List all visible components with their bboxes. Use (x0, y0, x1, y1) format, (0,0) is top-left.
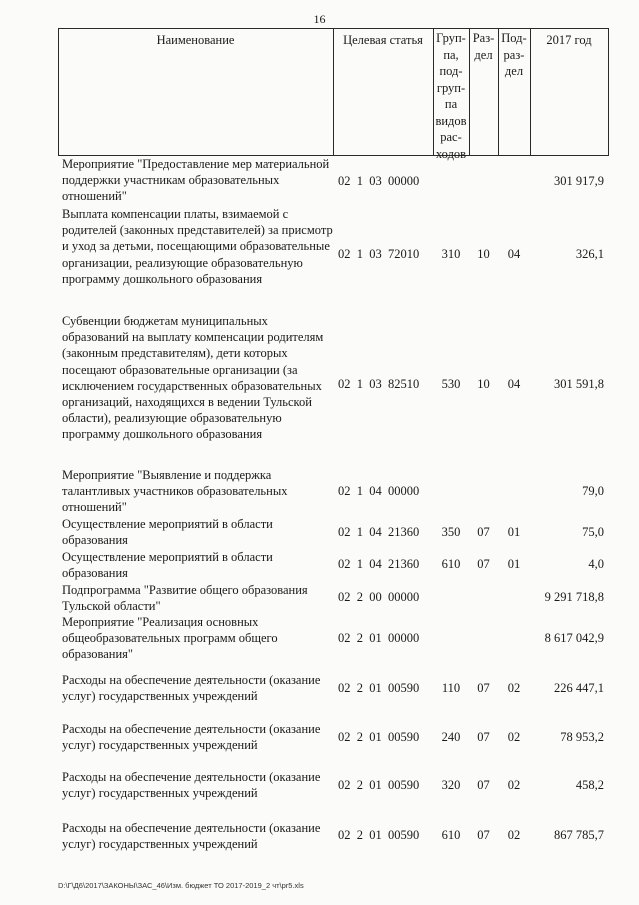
row-subsection: 04 (507, 377, 521, 391)
row-amount: 458,2 (575, 778, 604, 792)
row-target: 02 2 01 00590 (338, 778, 420, 792)
row-section: 07 (477, 778, 490, 792)
row-name: Осуществление мероприятий в области образования (62, 550, 273, 581)
row-target: 02 1 04 00000 (338, 484, 420, 498)
row-subsection: 01 (507, 557, 521, 571)
row-amount: 301 591,8 (554, 377, 604, 391)
row-amount: 8 617 042,9 (544, 631, 604, 645)
row-target: 02 1 04 21360 (338, 557, 420, 571)
row-name: Расходы на обеспечение деятельности (оказание услуг) государственных учреждений (62, 673, 321, 704)
row-section: 07 (477, 828, 490, 842)
row-name: Расходы на обеспечение деятельности (оказание услуг) государственных учреждений (62, 722, 321, 753)
row-name: Подпрограмма "Развитие общего образования Тульской области" (62, 583, 308, 614)
row-section: 07 (477, 557, 490, 571)
header-name: Наименование (156, 33, 235, 47)
row-target: 02 1 04 21360 (338, 525, 420, 539)
row-target: 02 2 01 00590 (338, 730, 420, 744)
row-name: Выплата компенсации платы, взимаемой с родителей (законных представителей) за присмотр и уход за детьми, посещающими образовательные организации, реализующие образовательную программу дошкольного образования (62, 207, 333, 286)
row-amount: 4,0 (588, 557, 604, 571)
page-number: 16 (313, 12, 326, 26)
row-amount: 9 291 718,8 (544, 590, 604, 604)
header-group: Груп- па, под- груп- па видов рас- ходов (435, 31, 467, 161)
row-amount: 78 953,2 (560, 730, 604, 744)
header-subsection: Под- раз- дел (501, 31, 527, 78)
row-name: Субвенции бюджетам муниципальных образований на выплату компенсации родителям (законным представителям), дети которых посещают образовательные организации (за исключением государственных образовательных организаций, находящихся в ведении Тульской области), реализующие образовательную программу дошкольного образования (62, 314, 324, 442)
footer-file-path: D:\Г\Д6\2017\ЗАКОНЫ\ЗАС_46\Изм. бюджет ТО 2017-2019_2 чт\pr5.xls (58, 881, 304, 890)
row-amount: 79,0 (582, 484, 604, 498)
row-target: 02 1 03 72010 (338, 247, 420, 261)
row-group: 610 (441, 828, 461, 842)
row-group: 350 (441, 525, 461, 539)
row-section: 07 (477, 525, 490, 539)
header-target: Целевая статья (343, 33, 423, 47)
row-section: 10 (477, 377, 490, 391)
row-target: 02 2 01 00000 (338, 631, 420, 645)
row-name: Расходы на обеспечение деятельности (оказание услуг) государственных учреждений (62, 770, 321, 801)
row-amount: 867 785,7 (554, 828, 604, 842)
row-target: 02 2 01 00590 (338, 828, 420, 842)
table-right-border (608, 28, 609, 155)
row-amount: 326,1 (575, 247, 604, 261)
row-name: Расходы на обеспечение деятельности (оказание услуг) государственных учреждений (62, 821, 321, 852)
row-group: 530 (441, 377, 461, 391)
row-name: Мероприятие "Реализация основных общеобразовательных программ общего образования" (62, 615, 278, 662)
row-name: Мероприятие "Выявление и поддержка талантливых участников образовательных отношений" (62, 468, 288, 515)
row-subsection: 02 (507, 730, 521, 744)
header-section: Раз- дел (472, 31, 495, 62)
row-group: 610 (441, 557, 461, 571)
row-subsection: 02 (507, 681, 521, 695)
row-target: 02 2 00 00000 (338, 590, 420, 604)
row-subsection: 02 (507, 828, 521, 842)
row-group: 320 (441, 778, 461, 792)
row-section: 10 (477, 247, 490, 261)
row-subsection: 04 (507, 247, 521, 261)
row-amount: 75,0 (582, 525, 604, 539)
row-subsection: 02 (507, 778, 521, 792)
row-target: 02 2 01 00590 (338, 681, 420, 695)
row-group: 110 (441, 681, 461, 695)
row-target: 02 1 03 82510 (338, 377, 420, 391)
header-year: 2017 год (546, 33, 592, 47)
row-section: 07 (477, 730, 490, 744)
row-section: 07 (477, 681, 490, 695)
row-name: Мероприятие "Предоставление мер материальной поддержки участникам образовательных отношений" (62, 157, 330, 204)
row-group: 240 (441, 730, 461, 744)
row-group: 310 (441, 247, 461, 261)
row-amount: 301 917,9 (554, 174, 604, 188)
row-subsection: 01 (507, 525, 521, 539)
row-name: Осуществление мероприятий в области образования (62, 517, 273, 548)
row-target: 02 1 03 00000 (338, 174, 420, 188)
row-amount: 226 447,1 (554, 681, 604, 695)
